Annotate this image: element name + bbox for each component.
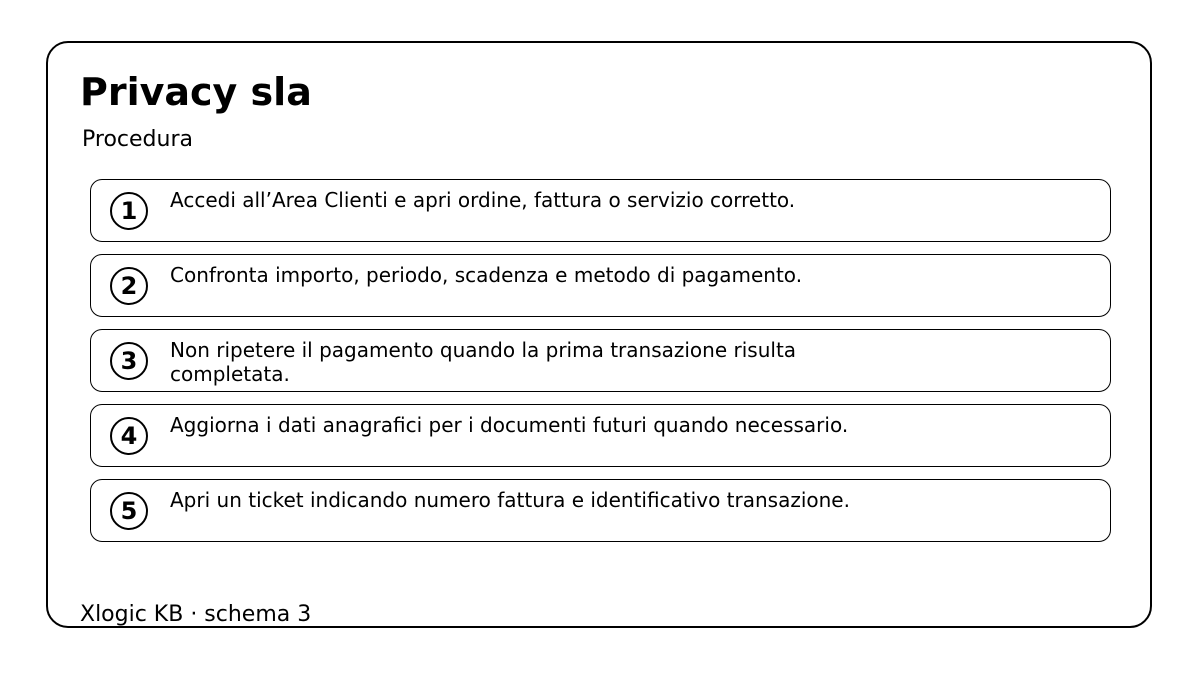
step-text: Confronta importo, periodo, scadenza e metodo di pagamento. [170,263,803,287]
step-box-1 [90,179,1111,242]
step-number-badge: 2 [110,267,148,305]
step-text: Aggiorna i dati anagrafici per i documenti futuri quando necessario. [170,413,849,437]
step-box-3 [90,329,1111,392]
diagram-title: Privacy sla [80,70,312,114]
step-box-2 [90,254,1111,317]
step-box-4 [90,404,1111,467]
step-number-badge: 4 [110,417,148,455]
step-number-badge: 5 [110,492,148,530]
footer-caption: Xlogic KB · schema 3 [80,602,312,627]
diagram-subtitle: Procedura [82,127,193,152]
step-text: Apri un ticket indicando numero fattura e identificativo transazione. [170,488,850,512]
step-number-badge: 1 [110,192,148,230]
step-text: Accedi all’Area Clienti e apri ordine, fattura o servizio corretto. [170,188,796,212]
procedure-steps [90,179,1111,554]
step-text: Non ripetere il pagamento quando la prima transazione risulta completata. [170,338,797,386]
step-number-badge: 3 [110,342,148,380]
step-box-5 [90,479,1111,542]
